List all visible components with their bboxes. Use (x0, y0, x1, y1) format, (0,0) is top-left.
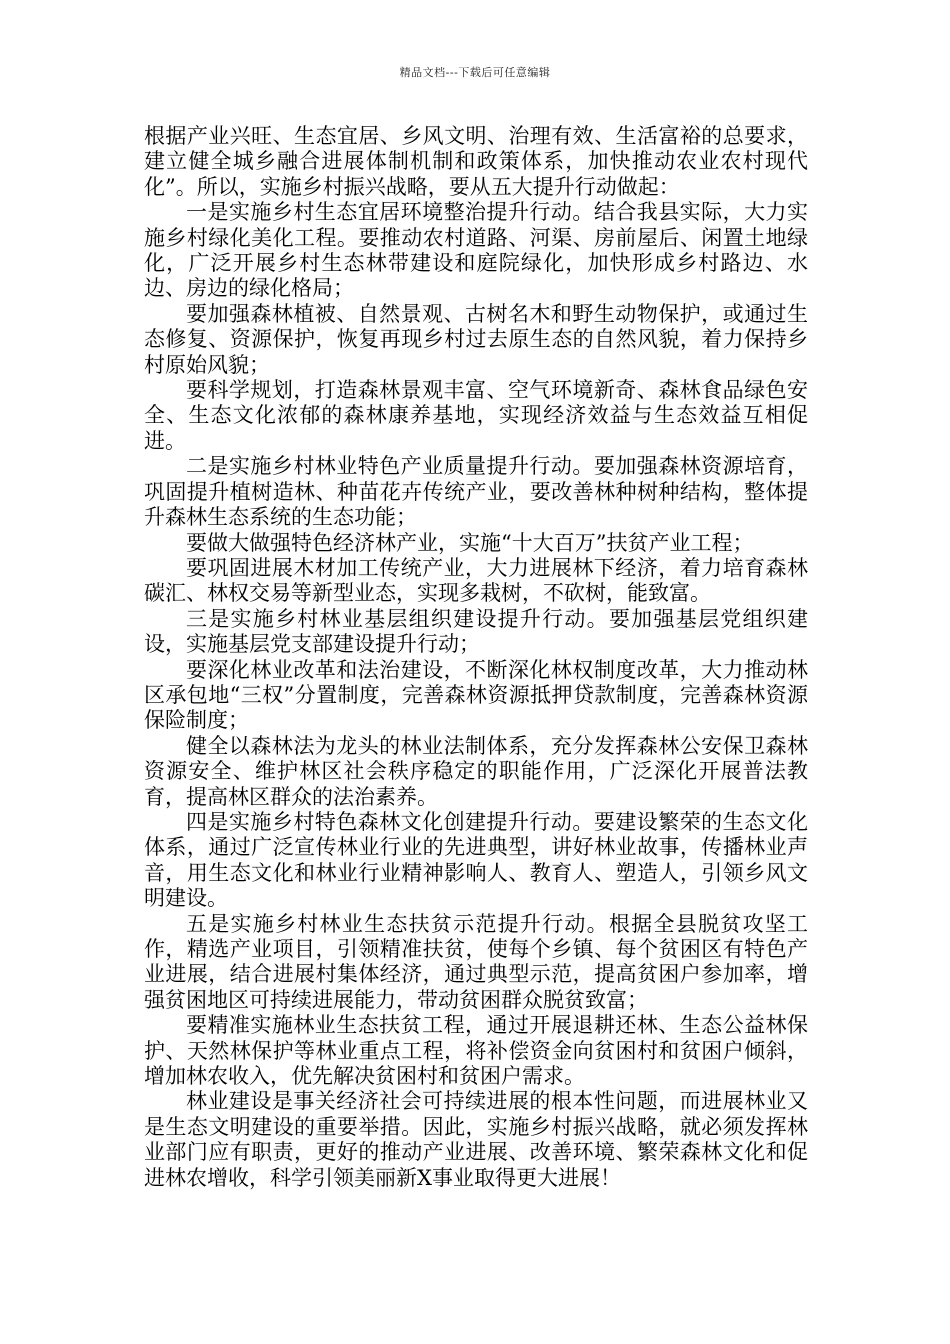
paragraph: 根据产业兴旺、生态宜居、乡风文明、治理有效、生活富裕的总要求，建立健全城乡融合进展体制机制和政策体系，加快推动农业农村现代化”。所以，实施乡村振兴战略，要从五大提升行动做起： (144, 124, 808, 199)
paragraph: 三是实施乡村林业基层组织建设提升行动。要加强基层党组织建设，实施基层党支部建设提升行动； (144, 606, 808, 657)
paragraph: 要做大做强特色经济林产业，实施“十大百万”扶贫产业工程； (186, 530, 754, 555)
paragraph: 二是实施乡村林业特色产业质量提升行动。要加强森林资源培育，巩固提升植树造林、种苗花卉传统产业，要改善林种树种结构，整体提升森林生态系统的生态功能； (144, 454, 808, 530)
paragraph: 要深化林业改革和法治建设，不断深化林权制度改革，大力推动林区承包地“三权”分置制度，完善森林资源抵押贷款制度，完善森林资源保险制度； (144, 657, 808, 733)
paragraph: 五是实施乡村林业生态扶贫示范提升行动。根据全县脱贫攻坚工作，精选产业项目，引领精准扶贫，使每个乡镇、每个贫困区有特色产业进展，结合进展村集体经济，通过典型示范，提高贫困户参加率，增强贫困地区可持续进展能力，带动贫困群众脱贫致富； (144, 911, 808, 1012)
paragraph: 要加强森林植被、自然景观、古树名木和野生动物保护，或通过生态修复、资源保护，恢复再现乡村过去原生态的自然风貌，着力保持乡村原始风貌； (144, 301, 808, 377)
paragraph: 四是实施乡村特色森林文化创建提升行动。要建设繁荣的生态文化体系，通过广泛宣传林业行业的先进典型，讲好林业故事，传播林业声音，用生态文化和林业行业精神影响人、教育人、塑造人，引领乡风文明建设。 (144, 809, 808, 911)
paragraph: 要精准实施林业生态扶贫工程，通过开展退耕还林、生态公益林保护、天然林保护等林业重点工程，将补偿资金向贫困村和贫困户倾斜，增加林农收入，优先解决贫困村和贫困户需求。 (144, 1013, 808, 1089)
document-body (144, 124, 808, 1191)
paragraph: 要科学规划，打造森林景观丰富、空气环境新奇、森林食品绿色安全、生态文化浓郁的森林康养基地，实现经济效益与生态效益互相促进。 (144, 378, 808, 453)
paragraph: 一是实施乡村生态宜居环境整治提升行动。结合我县实际，大力实施乡村绿化美化工程。要推动农村道路、河渠、房前屋后、闲置土地绿化，广泛开展乡村生态林带建设和庭院绿化，加快形成乡村路边、水边、房边的绿化格局； (144, 200, 808, 301)
paragraph: 要巩固进展木材加工传统产业，大力进展林下经济，着力培育森林碳汇、林权交易等新型业态，实现多栽树，不砍树，能致富。 (144, 555, 808, 606)
paragraph: 林业建设是事关经济社会可持续进展的根本性问题，而进展林业又是生态文明建设的重要举措。因此，实施乡村振兴战略，就必须发挥林业部门应有职责，更好的推动产业进展、改善环境、繁荣森林文化和促进林农增收，科学引领美丽新X事业取得更大进展！ (144, 1089, 808, 1190)
page-header: 精品文档---下载后可任意编辑 (399, 66, 551, 79)
paragraph: 健全以森林法为龙头的林业法制体系，充分发挥森林公安保卫森林资源安全、维护林区社会秩序稳定的职能作用，广泛深化开展普法教育，提高林区群众的法治素养。 (144, 733, 808, 809)
